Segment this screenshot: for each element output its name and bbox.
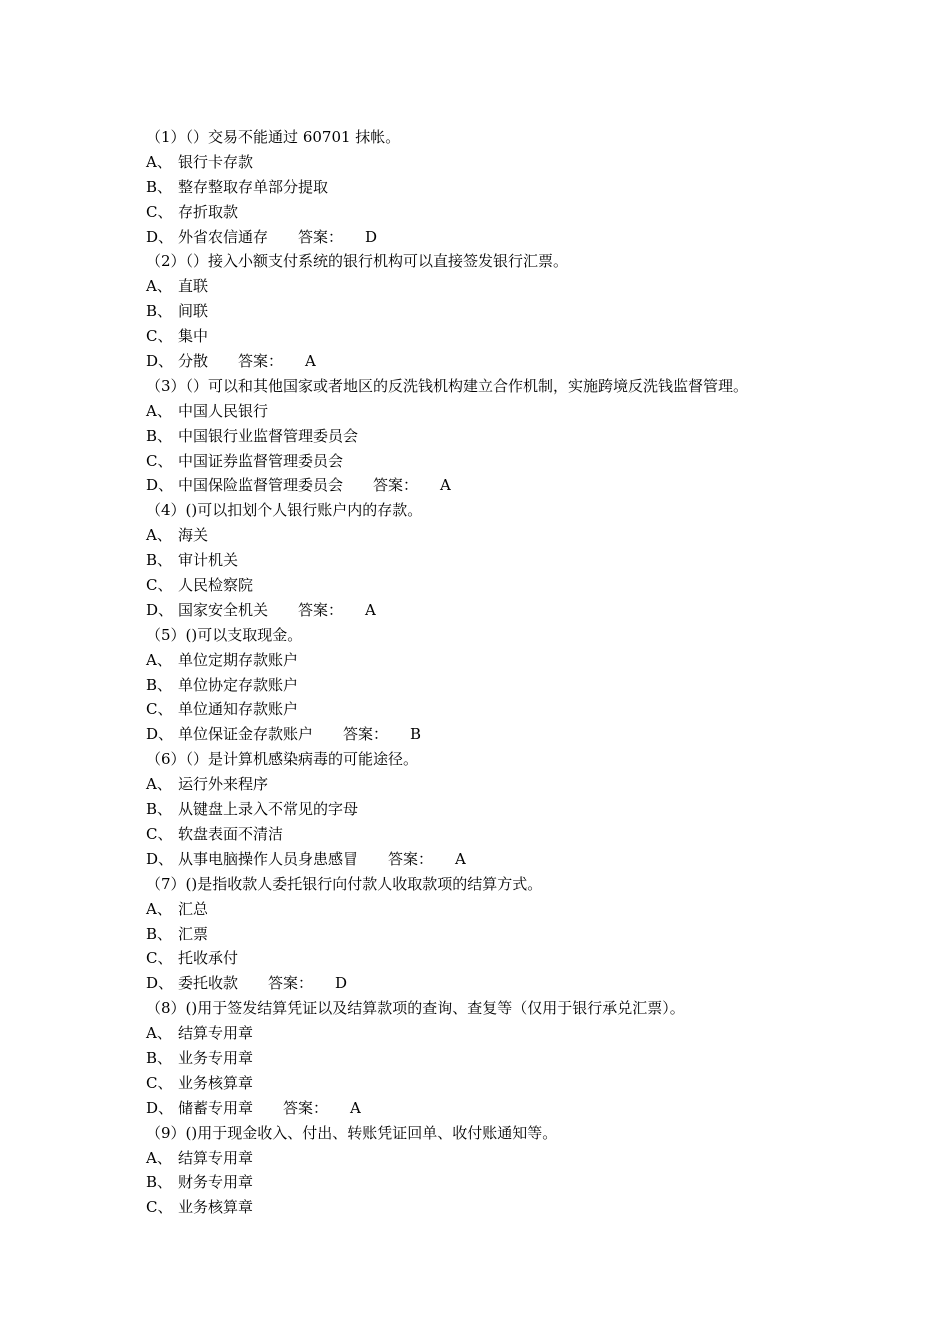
answer-option xyxy=(146,598,846,623)
option-text: 分散 xyxy=(178,352,209,371)
option-text: 汇总 xyxy=(178,899,209,918)
option-letter: D、 xyxy=(146,352,174,371)
option-letter: C、 xyxy=(146,451,173,470)
option-letter: B、 xyxy=(146,302,173,321)
question-list xyxy=(146,125,846,1220)
option-letter: B、 xyxy=(146,551,173,570)
question-stem: （8）()用于签发结算凭证以及结算款项的查询、查复等（仅用于银行承兑汇票）。 xyxy=(146,999,685,1018)
answer-option xyxy=(146,822,846,847)
option-text: 托收承付 xyxy=(178,949,239,968)
answer-option xyxy=(146,573,846,598)
option-text: 人民检察院 xyxy=(178,576,254,595)
answer-option xyxy=(146,1021,846,1046)
option-text: 海关 xyxy=(178,526,209,545)
answer-option xyxy=(146,1195,846,1220)
answer-option xyxy=(146,946,846,971)
answer-option xyxy=(146,648,846,673)
answer-option xyxy=(146,299,846,324)
question-stem: （5）()可以支取现金。 xyxy=(146,625,303,644)
option-letter: A、 xyxy=(146,526,172,545)
option-letter: B、 xyxy=(146,1173,173,1192)
answer-option xyxy=(146,847,846,872)
answer-value: A xyxy=(350,1098,361,1117)
answer-label: 答案： xyxy=(268,974,314,993)
option-text: 结算专用章 xyxy=(178,1148,254,1167)
option-letter: D、 xyxy=(146,476,174,495)
option-letter: B、 xyxy=(146,177,173,196)
option-letter: A、 xyxy=(146,1148,172,1167)
answer-label: 答案： xyxy=(283,1098,329,1117)
option-letter: C、 xyxy=(146,1198,173,1217)
question-stem: （2）（）接入小额支付系统的银行机构可以直接签发银行汇票。 xyxy=(146,252,569,271)
answer-value: A xyxy=(305,352,316,371)
option-text: 审计机关 xyxy=(178,551,239,570)
answer-value: D xyxy=(335,974,348,993)
option-text: 银行卡存款 xyxy=(178,152,254,171)
question-stem: （1）（）交易不能通过 60701 抹帐。 xyxy=(146,128,401,146)
option-text: 结算专用章 xyxy=(178,1024,254,1043)
option-text: 单位定期存款账户 xyxy=(178,650,299,669)
option-text: 中国保险监督管理委员会 xyxy=(178,476,344,495)
option-text: 中国银行业监督管理委员会 xyxy=(178,426,359,445)
question-stem: （6）（）是计算机感染病毒的可能途径。 xyxy=(146,750,419,769)
answer-value: D xyxy=(365,227,378,246)
answer-option xyxy=(146,722,846,747)
answer-label: 答案： xyxy=(388,849,434,868)
option-letter: A、 xyxy=(146,899,172,918)
option-letter: C、 xyxy=(146,202,173,221)
option-text: 直联 xyxy=(178,277,209,296)
answer-option xyxy=(146,399,846,424)
option-letter: D、 xyxy=(146,600,174,619)
answer-value: B xyxy=(410,725,422,744)
option-letter: B、 xyxy=(146,924,173,943)
question-stem: （7）()是指收款人委托银行向付款人收取款项的结算方式。 xyxy=(146,874,543,893)
option-text: 国家安全机关 xyxy=(178,600,269,619)
option-letter: C、 xyxy=(146,1073,173,1092)
answer-option xyxy=(146,324,846,349)
option-text: 从键盘上录入不常见的字母 xyxy=(178,800,359,819)
option-letter: D、 xyxy=(146,725,174,744)
answer-value: A xyxy=(440,476,451,495)
option-letter: C、 xyxy=(146,824,173,843)
answer-option xyxy=(146,797,846,822)
answer-option xyxy=(146,523,846,548)
answer-option xyxy=(146,922,846,947)
answer-option xyxy=(146,548,846,573)
option-text: 单位保证金存款账户 xyxy=(178,725,314,744)
option-text: 中国证券监督管理委员会 xyxy=(178,451,344,470)
option-letter: A、 xyxy=(146,401,172,420)
option-letter: A、 xyxy=(146,1024,172,1043)
option-text: 集中 xyxy=(178,327,209,346)
answer-option xyxy=(146,971,846,996)
answer-value: A xyxy=(365,600,376,619)
question-stem: （9）()用于现金收入、付出、转账凭证回单、收付账通知等。 xyxy=(146,1123,558,1142)
answer-label: 答案： xyxy=(238,352,284,371)
answer-option xyxy=(146,697,846,722)
option-letter: C、 xyxy=(146,700,173,719)
option-letter: A、 xyxy=(146,277,172,296)
answer-option xyxy=(146,897,846,922)
question-stem: （3）（）可以和其他国家或者地区的反洗钱机构建立合作机制，实施跨境反洗钱监督管理。 xyxy=(146,376,749,395)
answer-option xyxy=(146,175,846,200)
question-stem: （4）()可以扣划个人银行账户内的存款。 xyxy=(146,501,423,520)
answer-option xyxy=(146,1071,846,1096)
answer-label: 答案： xyxy=(298,600,344,619)
answer-option xyxy=(146,449,846,474)
option-text: 整存整取存单部分提取 xyxy=(178,177,329,196)
answer-option xyxy=(146,200,846,225)
option-letter: D、 xyxy=(146,227,174,246)
answer-option xyxy=(146,772,846,797)
option-text: 业务核算章 xyxy=(178,1198,254,1217)
answer-option xyxy=(146,1170,846,1195)
option-letter: C、 xyxy=(146,576,173,595)
option-text: 存折取款 xyxy=(178,202,239,221)
answer-label: 答案： xyxy=(343,725,389,744)
option-text: 运行外来程序 xyxy=(178,775,269,794)
option-text: 外省农信通存 xyxy=(178,227,269,246)
answer-option xyxy=(146,1046,846,1071)
option-text: 业务核算章 xyxy=(178,1073,254,1092)
option-letter: C、 xyxy=(146,327,173,346)
option-text: 业务专用章 xyxy=(178,1048,254,1067)
option-letter: A、 xyxy=(146,152,172,171)
answer-label: 答案： xyxy=(373,476,419,495)
option-letter: C、 xyxy=(146,949,173,968)
option-letter: B、 xyxy=(146,675,173,694)
answer-option xyxy=(146,225,846,250)
option-text: 储蓄专用章 xyxy=(178,1098,254,1117)
option-letter: B、 xyxy=(146,426,173,445)
answer-option xyxy=(146,1146,846,1171)
option-text: 单位协定存款账户 xyxy=(178,675,299,694)
answer-option xyxy=(146,150,846,175)
answer-option xyxy=(146,349,846,374)
option-text: 从事电脑操作人员身患感冒 xyxy=(178,849,359,868)
answer-option xyxy=(146,1096,846,1121)
option-letter: D、 xyxy=(146,974,174,993)
answer-option xyxy=(146,424,846,449)
option-text: 单位通知存款账户 xyxy=(178,700,299,719)
answer-label: 答案： xyxy=(298,227,344,246)
option-text: 委托收款 xyxy=(178,974,239,993)
option-letter: B、 xyxy=(146,1048,173,1067)
option-letter: B、 xyxy=(146,800,173,819)
option-text: 汇票 xyxy=(178,924,209,943)
answer-value: A xyxy=(455,849,466,868)
option-text: 间联 xyxy=(178,302,209,321)
option-letter: A、 xyxy=(146,775,172,794)
option-text: 财务专用章 xyxy=(178,1173,254,1192)
answer-option xyxy=(146,473,846,498)
option-text: 中国人民银行 xyxy=(178,401,269,420)
option-letter: A、 xyxy=(146,650,172,669)
option-letter: D、 xyxy=(146,849,174,868)
option-letter: D、 xyxy=(146,1098,174,1117)
answer-option xyxy=(146,274,846,299)
answer-option xyxy=(146,673,846,698)
option-text: 软盘表面不清洁 xyxy=(178,824,284,843)
